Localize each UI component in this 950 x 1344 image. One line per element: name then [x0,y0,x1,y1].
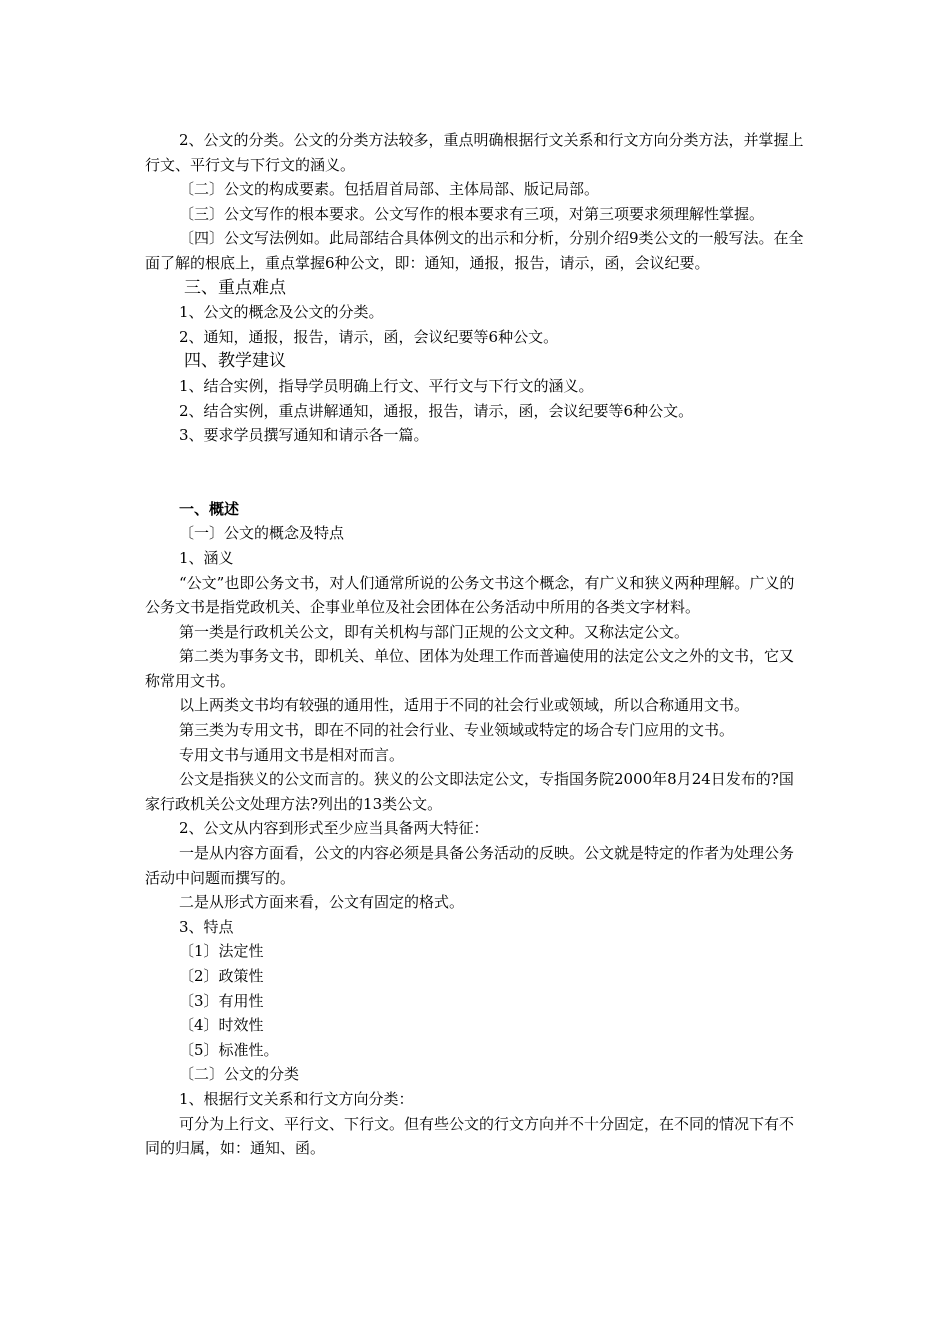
paragraph: 2、公文从内容到形式至少应当具备两大特征： [179,819,489,838]
paragraph: 公文是指狭义的公文而言的。狭义的公文即法定公文，专指国务院2000年8月24日发布的?国家行政机关公文处理方法?列出的13类公文。 [145,770,794,813]
document-page [145,128,805,1161]
paragraph: 二是从形式方面来看，公文有固定的格式。 [179,893,465,912]
paragraph: 以上两类文书均有较强的通用性，适用于不同的社会行业或领域，所以合称通用文书。 [179,696,750,715]
section-heading: 一、概述 [179,499,240,518]
paragraph: 〔三〕公文写作的根本要求。公文写作的根本要求有三项，对第三项要求须理解性掌握。 [179,204,765,223]
section-heading: 四、教学建议 [184,351,286,372]
paragraph: 专用文书与通用文书是相对而言。 [179,745,405,764]
paragraph: 可分为上行文、平行文、下行文。但有些公文的行文方向并不十分固定，在不同的情况下有不同的归属，如：通知、函。 [145,1114,795,1158]
list-item: 3、要求学员撰写通知和请示各一篇。 [179,426,429,445]
paragraph: 第二类为事务文书，即机关、单位、团体为处理工作而普遍使用的法定公文之外的文书，它又称常用文书。 [145,647,795,690]
list-item: 2、通知，通报，报告，请示，函，会议纪要等6种公文。 [179,327,559,346]
paragraph: 2、公文的分类。公文的分类方法较多，重点明确根据行文关系和行文方向分类方法，并掌握上行文、平行文与下行文的涵义。 [145,131,804,174]
paragraph: “公文”也即公务文书，对人们通常所说的公务文书这个概念，有广义和狭义两种理解。广义的公务文书是指党政机关、企事业单位及社会团体在公务活动中所用的各类文字材料。 [145,573,795,617]
list-item: 1、结合实例，指导学员明确上行文、平行文与下行文的涵义。 [179,376,594,395]
list-item: 〔4〕时效性 [179,1016,264,1035]
paragraph: 3、特点 [179,917,234,936]
paragraph: 第三类为专用文书，即在不同的社会行业、专业领域或特定的场合专门应用的文书。 [179,721,735,740]
paragraph: 1、涵义 [179,548,234,567]
list-item: 2、结合实例，重点讲解通知，通报，报告，请示，函，会议纪要等6种公文。 [179,401,694,420]
list-item: 〔1〕法定性 [179,942,264,961]
paragraph: 一是从内容方面看，公文的内容必须是具备公务活动的反映。公文就是特定的作者为处理公务活动中问题而撰写的。 [145,844,795,887]
paragraph: 第一类是行政机关公文，即有关机构与部门正规的公文文种。又称法定公文。 [179,622,690,641]
list-item: 〔2〕政策性 [179,967,264,985]
paragraph: 〔一〕公文的概念及特点 [179,524,345,543]
paragraph: 〔四〕公文写法例如。此局部结合具体例文的出示和分析，分别介绍9类公文的一般写法。在全面了解的根底上，重点掌握6种公文，即：通知，通报，报告，请示，函，会议纪要。 [145,229,804,272]
paragraph: 1、根据行文关系和行文方向分类： [179,1089,414,1108]
list-item: 〔3〕有用性 [179,991,264,1010]
list-item: 〔5〕标准性。 [179,1040,279,1059]
paragraph: 〔二〕公文的构成要素。包括眉首局部、主体局部、版记局部。 [179,180,600,199]
list-item: 1、公文的概念及公文的分类。 [179,303,384,322]
paragraph: 〔二〕公文的分类 [179,1065,300,1084]
spacer [145,448,805,497]
section-heading: 三、重点难点 [184,277,286,298]
